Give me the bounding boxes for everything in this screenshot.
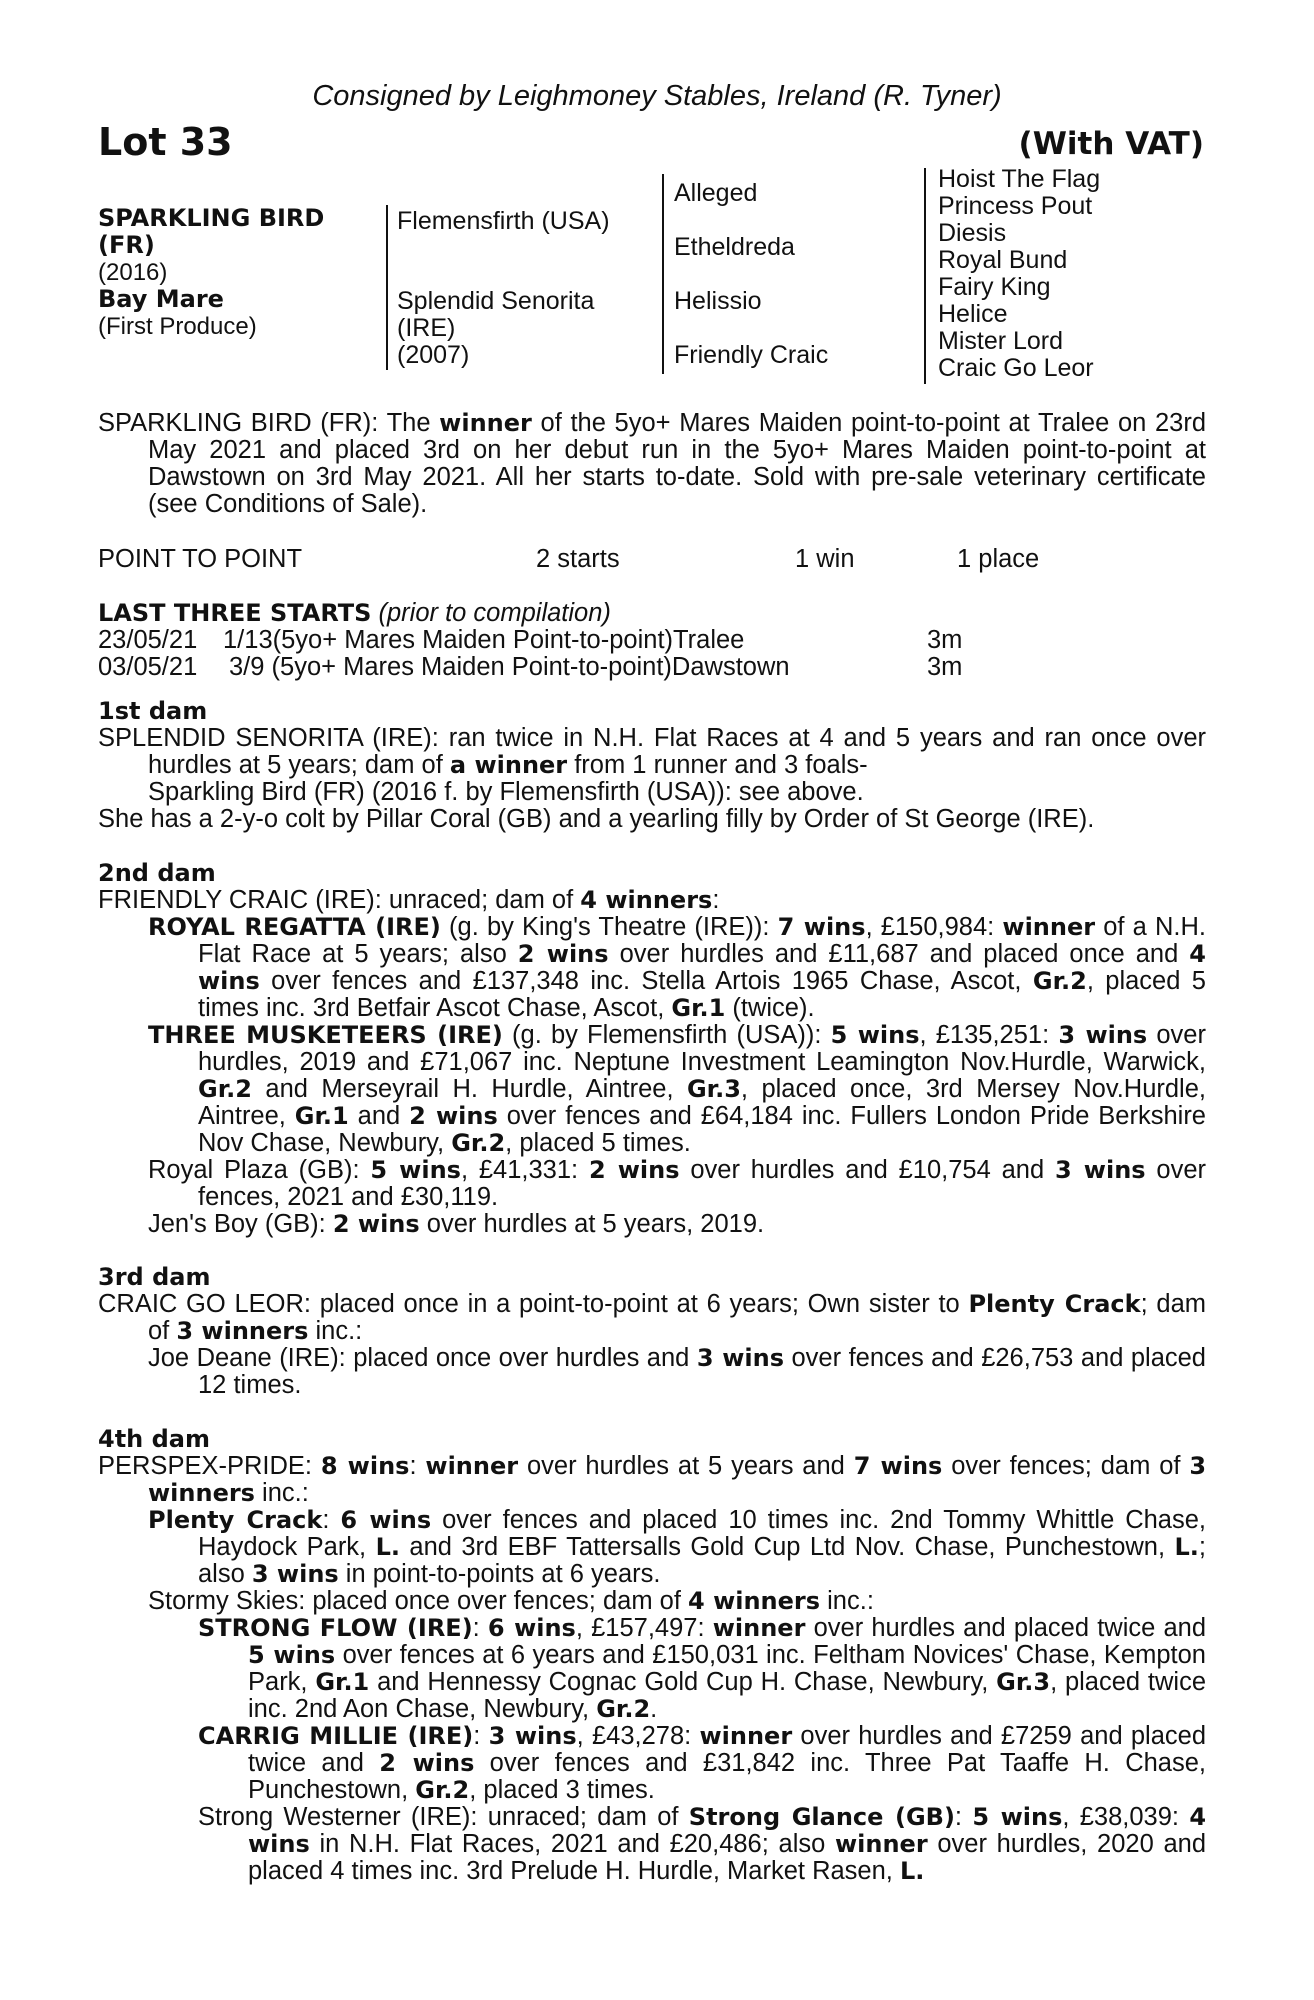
pedigree-gen2-0: Alleged	[674, 179, 758, 207]
fourth-dam-section: 4th dam PERSPEX-PRIDE: 8 wins: winner over hurdles at 5 years and 7 wins over fences; dam of 3 winners inc.: Plenty Crack: 6 wins over fences and placed 10 times inc. 2nd Tommy Whittle Chase, Haydock Park, L. and 3rd EBF Tattersalls Gold Cup Ltd Nov. Chase, Punchestown, L.; also 3 wins in point-to-points at 6 years. Stormy Skies: placed once over fences; dam of 4 winners inc.: STRONG FLOW (IRE): 6 wins, £157,497: winner over hurdles and placed twice and 5 wins over fences at 6 years and £150,031 inc. Feltham Novices' Chase, Kempton Park, Gr.1 and Hennessy Cognac Gold Cup H. Chase, Newbury, Gr.3, placed twice inc. 2nd Aon Chase, Newbury, Gr.2. CARRIG MILLIE (IRE): 3 wins, £43,278: winner over hurdles and £7259 and placed twice and 2 wins over fences and £31,842 inc. Three Pat Taaffe H. Chase, Punchestown, Gr.2, placed 3 times. Strong Westerner (IRE): unraced; dam of Strong Glance (GB): 5 wins, £38,039: 4 wins in N.H. Flat Races, 2021 and £20,486; also winner over hurdles, 2020 and placed 4 times inc. 3rd Prelude H. Hurdle, Market Rasen, L.	[98, 1425, 1207, 1885]
horse-year: (2016)	[98, 259, 168, 286]
third-dam-heading: 3rd dam	[98, 1263, 211, 1291]
record-label: POINT TO POINT	[98, 545, 303, 573]
progeny-entry: Stormy Skies: placed once over fences; dam of 4 winners inc.:	[148, 1587, 874, 1615]
pedigree-line-3	[924, 168, 926, 384]
pedigree-line-1	[386, 205, 388, 370]
horse-note: (First Produce)	[98, 313, 257, 340]
consignor-line: Consigned by Leighmoney Stables, Ireland (R. Tyner)	[312, 80, 1002, 112]
pedigree-gen2-2: Helissio	[674, 287, 762, 315]
progeny-entry: Plenty Crack: 6 wins over fences and placed 10 times inc. 2nd Tommy Whittle Chase, Haydock Park, L. and 3rd EBF Tattersalls Gold Cup Ltd Nov. Chase, Punchestown, L.; also 3 wins in point-to-points at 6 years.	[148, 1506, 1207, 1588]
vat-note: (With VAT)	[1018, 126, 1204, 162]
progeny-entry: ROYAL REGATTA (IRE) (g. by King's Theatre (IRE)): 7 wins, £150,984: winner of a N.H. Flat Race at 5 years; also 2 wins over hurdles and £11,687 and placed once and 4 wins over fences and £137,348 inc. Stella Artois 1965 Chase, Ascot, Gr.2, placed 5 times inc. 3rd Betfair Ascot Chase, Ascot, Gr.1 (twice).	[148, 913, 1207, 1022]
first-dam-section: 1st dam SPLENDID SENORITA (IRE): ran twice in N.H. Flat Races at 4 and 5 years and ran once over hurdles at 5 years; dam of a winner from 1 runner and 3 foals- Sparkling Bird (FR) (2016 f. by Flemensfirth (USA)): see above. She has a 2-y-o colt by Pillar Coral (GB) and a yearling filly by Order of St George (IRE).	[98, 697, 1206, 833]
pedigree-dam: Splendid Senorita (IRE) (2007)	[397, 287, 595, 369]
progeny-entry: THREE MUSKETEERS (IRE) (g. by Flemensfirth (USA)): 5 wins, £135,251: 3 wins over hurdles, 2019 and £71,067 inc. Neptune Investment Leamington Nov.Hurdle, Warwick, Gr.2 and Merseyrail H. Hurdle, Aintree, Gr.3, placed once, 3rd Mersey Nov.Hurdle, Aintree, Gr.1 and 2 wins over fences and £64,184 inc. Fullers London Pride Berkshire Nov Chase, Newbury, Gr.2, placed 5 times.	[148, 1021, 1206, 1157]
progeny-entry: Strong Westerner (IRE): unraced; dam of Strong Glance (GB): 5 wins, £38,039: 4 wins in N.H. Flat Races, 2021 and £20,486; also winner over hurdles, 2020 and placed 4 times inc. 3rd Prelude H. Hurdle, Market Rasen, L.	[198, 1803, 1207, 1885]
horse-name: SPARKLING BIRD	[98, 204, 325, 232]
horse-country: (FR)	[98, 231, 155, 259]
last-three-heading: LAST THREE STARTS	[98, 599, 372, 627]
record-wins: 1 win	[795, 545, 855, 573]
pedigree-gen2-3: Friendly Craic	[674, 341, 829, 369]
intro-paragraph: SPARKLING BIRD (FR): The winner of the 5yo+ Mares Maiden point-to-point at Tralee on 23rd May 2021 and placed 3rd on her debut run in the 5yo+ Mares Maiden point-to-point at Dawstown on 3rd May 2021. All her starts to-date. Sold with pre-sale veterinary certificate (see Conditions of Sale).	[98, 409, 1207, 518]
last-three-starts: LAST THREE STARTS (prior to compilation) 23/05/21 1/13(5yo+ Mares Maiden Point-to-point)Tralee 3m 03/05/21 3/9 (5yo+ Mares Maiden Point-to-point)Dawstown 3m	[98, 600, 1206, 681]
progeny-entry: Joe Deane (IRE): placed once over hurdles and 3 wins over fences and £26,753 and placed 12 times.	[148, 1344, 1206, 1399]
intro-section	[98, 410, 1206, 518]
start-row: 23/05/21 1/13(5yo+ Mares Maiden Point-to-point)Tralee 3m	[98, 626, 963, 654]
second-dam-section: 2nd dam FRIENDLY CRAIC (IRE): unraced; dam of 4 winners: ROYAL REGATTA (IRE) (g. by King's Theatre (IRE)): 7 wins, £150,984: winner of a N.H. Flat Race at 5 years; also 2 wins over hurdles and £11,687 and placed once and 4 wins over fences and £137,348 inc. Stella Artois 1965 Chase, Ascot, Gr.2, placed 5 times inc. 3rd Betfair Ascot Chase, Ascot, Gr.1 (twice). THREE MUSKETEERS (IRE) (g. by Flemensfirth (USA)): 5 wins, £135,251: 3 wins over hurdles, 2019 and £71,067 inc. Neptune Investment Leamington Nov.Hurdle, Warwick, Gr.2 and Merseyrail H. Hurdle, Aintree, Gr.3, placed once, 3rd Mersey Nov.Hurdle, Aintree, Gr.1 and 2 wins over fences and £64,184 inc. Fullers London Pride Berkshire Nov Chase, Newbury, Gr.2, placed 5 times. Royal Plaza (GB): 5 wins, £41,331: 2 wins over hurdles and £10,754 and 3 wins over fences, 2021 and £30,119. Jen's Boy (GB): 2 wins over hurdles at 5 years, 2019.	[98, 859, 1207, 1238]
fourth-dam-heading: 4th dam	[98, 1425, 210, 1453]
pedigree-gen2-1: Etheldreda	[674, 233, 795, 261]
lot-number: Lot 33	[98, 120, 233, 164]
progeny-entry: Royal Plaza (GB): 5 wins, £41,331: 2 wins over hurdles and £10,754 and 3 wins over fences, 2021 and £30,119.	[148, 1156, 1207, 1211]
horse-sex: Bay Mare	[98, 285, 224, 313]
progeny-entry: STRONG FLOW (IRE): 6 wins, £157,497: winner over hurdles and placed twice and 5 wins over fences at 6 years and £150,031 inc. Feltham Novices' Chase, Kempton Park, Gr.1 and Hennessy Cognac Gold Cup H. Chase, Newbury, Gr.3, placed twice inc. 2nd Aon Chase, Newbury, Gr.2.	[198, 1614, 1207, 1723]
progeny-entry: Jen's Boy (GB): 2 wins over hurdles at 5 years, 2019.	[148, 1210, 765, 1238]
pedigree-gen3: Hoist The Flag Princess Pout Diesis Royal Bund Fairy King Helice Mister Lord Craic Go Leor	[938, 165, 1101, 382]
first-dam-heading: 1st dam	[98, 697, 208, 725]
pedigree-line-2	[662, 174, 664, 374]
pedigree-sire: Flemensfirth (USA)	[397, 207, 610, 235]
record-places: 1 place	[957, 545, 1040, 573]
horse-identity	[98, 205, 324, 340]
record-starts: 2 starts	[536, 545, 620, 573]
second-dam-heading: 2nd dam	[98, 859, 216, 887]
race-record	[98, 546, 1206, 573]
start-row: 03/05/21 3/9 (5yo+ Mares Maiden Point-to-point)Dawstown 3m	[98, 653, 963, 681]
progeny-entry: CARRIG MILLIE (IRE): 3 wins, £43,278: winner over hurdles and £7259 and placed twice and 2 wins over fences and £31,842 inc. Three Pat Taaffe H. Chase, Punchestown, Gr.2, placed 3 times.	[198, 1722, 1207, 1804]
third-dam-section: 3rd dam CRAIC GO LEOR: placed once in a point-to-point at 6 years; Own sister to Plenty Crack; dam of 3 winners inc.: Joe Deane (IRE): placed once over hurdles and 3 wins over fences and £26,753 and placed 12 times.	[98, 1263, 1206, 1399]
